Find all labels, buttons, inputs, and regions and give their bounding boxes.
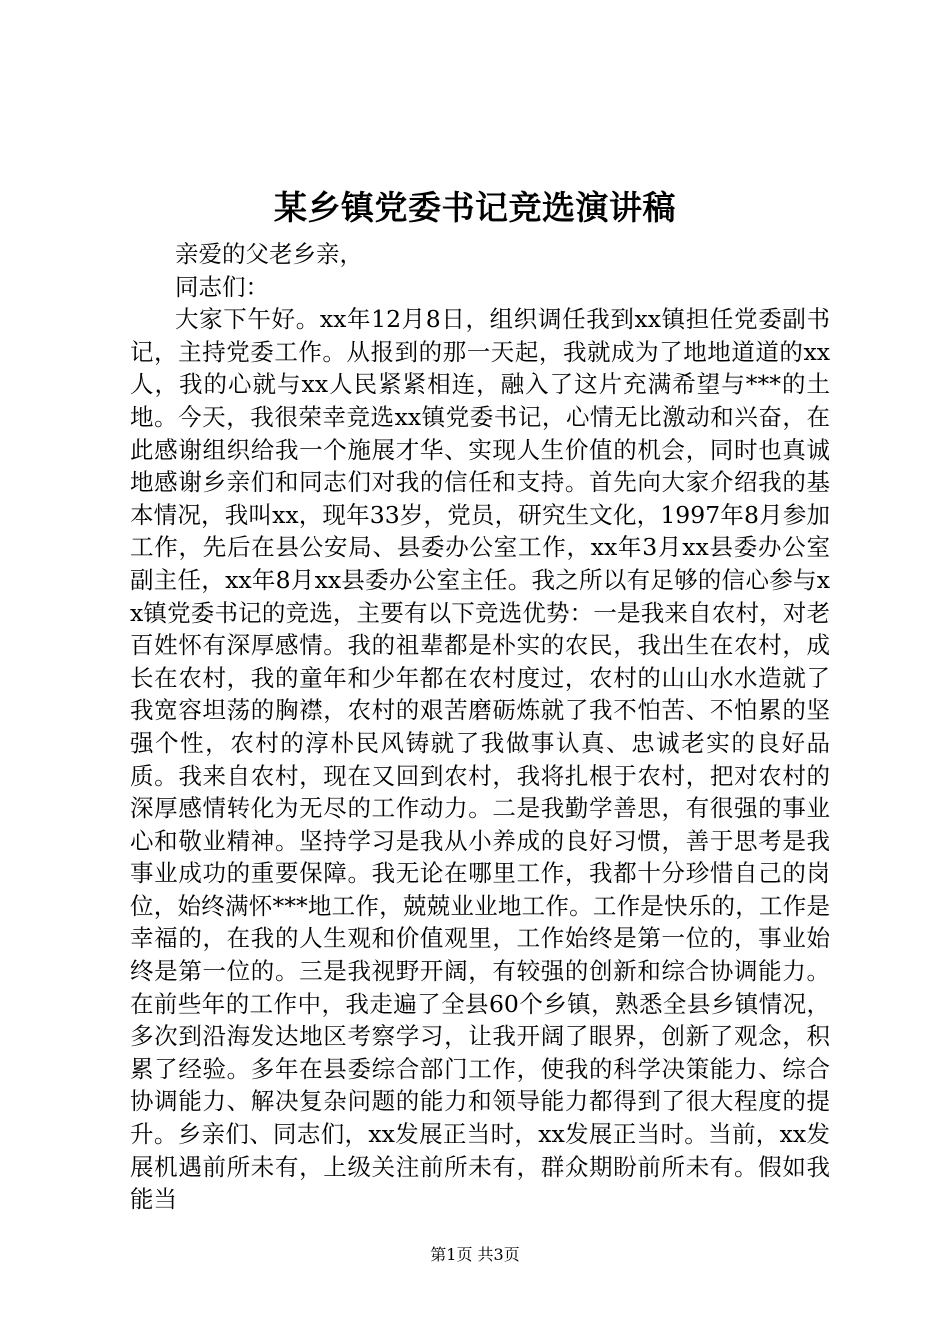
page-footer: 第1页 共3页 [430,1245,520,1264]
salutation-line-1: 亲爱的父老乡亲， [175,240,363,268]
document-body [130,238,830,1216]
document-title: 某乡镇党委书记竞选演讲稿 [274,188,676,227]
body-paragraph: 大家下午好。xx年12月8日，组织调任我到xx镇担任党委副书记，主持党委工作。从报到的那一天起，我就成为了地地道道的xx人，我的心就与xx人民紧紧相连，融入了这片充满希望与***的土地。今天，我很荣幸竞选xx镇党委书记，心情无比激动和兴奋，在此感谢组织给我一个施展才华、实现人生价值的机会，同时也真诚地感谢乡亲们和同志们对我的信任和支持。首先向大家介绍我的基本情况，我叫xx，现年33岁，党员，研究生文化，1997年8月参加工作，先后在县公安局、县委办公室工作，xx年3月xx县委办公室副主任，xx年8月xx县委办公室主任。我之所以有足够的信心参与xx镇党委书记的竞选，主要有以下竞选优势：一是我来自农村，对老百姓怀有深厚感情。我的祖辈都是朴实的农民，我出生在农村，成长在农村，我的童年和少年都在农村度过，农村的山山水水造就了我宽容坦荡的胸襟，农村的艰苦磨砺炼就了我不怕苦、不怕累的坚强个性，农村的淳朴民风铸就了我做事认真、忠诚老实的良好品质。我来自农村，现在又回到农村，我将扎根于农村，把对农村的深厚感情转化为无尽的工作动力。二是我勤学善思，有很强的事业心和敬业精神。坚持学习是我从小养成的良好习惯，善于思考是我事业成功的重要保障。我无论在哪里工作，我都十分珍惜自己的岗位，始终满怀***地工作，兢兢业业地工作。工作是快乐的，工作是幸福的，在我的人生观和价值观里，工作始终是第一位的，事业始终是第一位的。三是我视野开阔，有较强的创新和综合协调能力。在前些年的工作中，我走遍了全县60个乡镇，熟悉全县乡镇情况，多次到沿海发达地区考察学习，让我开阔了眼界，创新了观念，积累了经验。多年在县委综合部门工作，使我的科学决策能力、综合协调能力、解决复杂问题的能力和领导能力都得到了很大程度的提升。乡亲们、同志们，xx发展正当时，xx发展正当时。当前，xx发展机遇前所未有，上级关注前所未有，群众期盼前所未有。假如我能当 [130,305,830,1214]
salutation-line-2: 同志们： [175,272,269,301]
